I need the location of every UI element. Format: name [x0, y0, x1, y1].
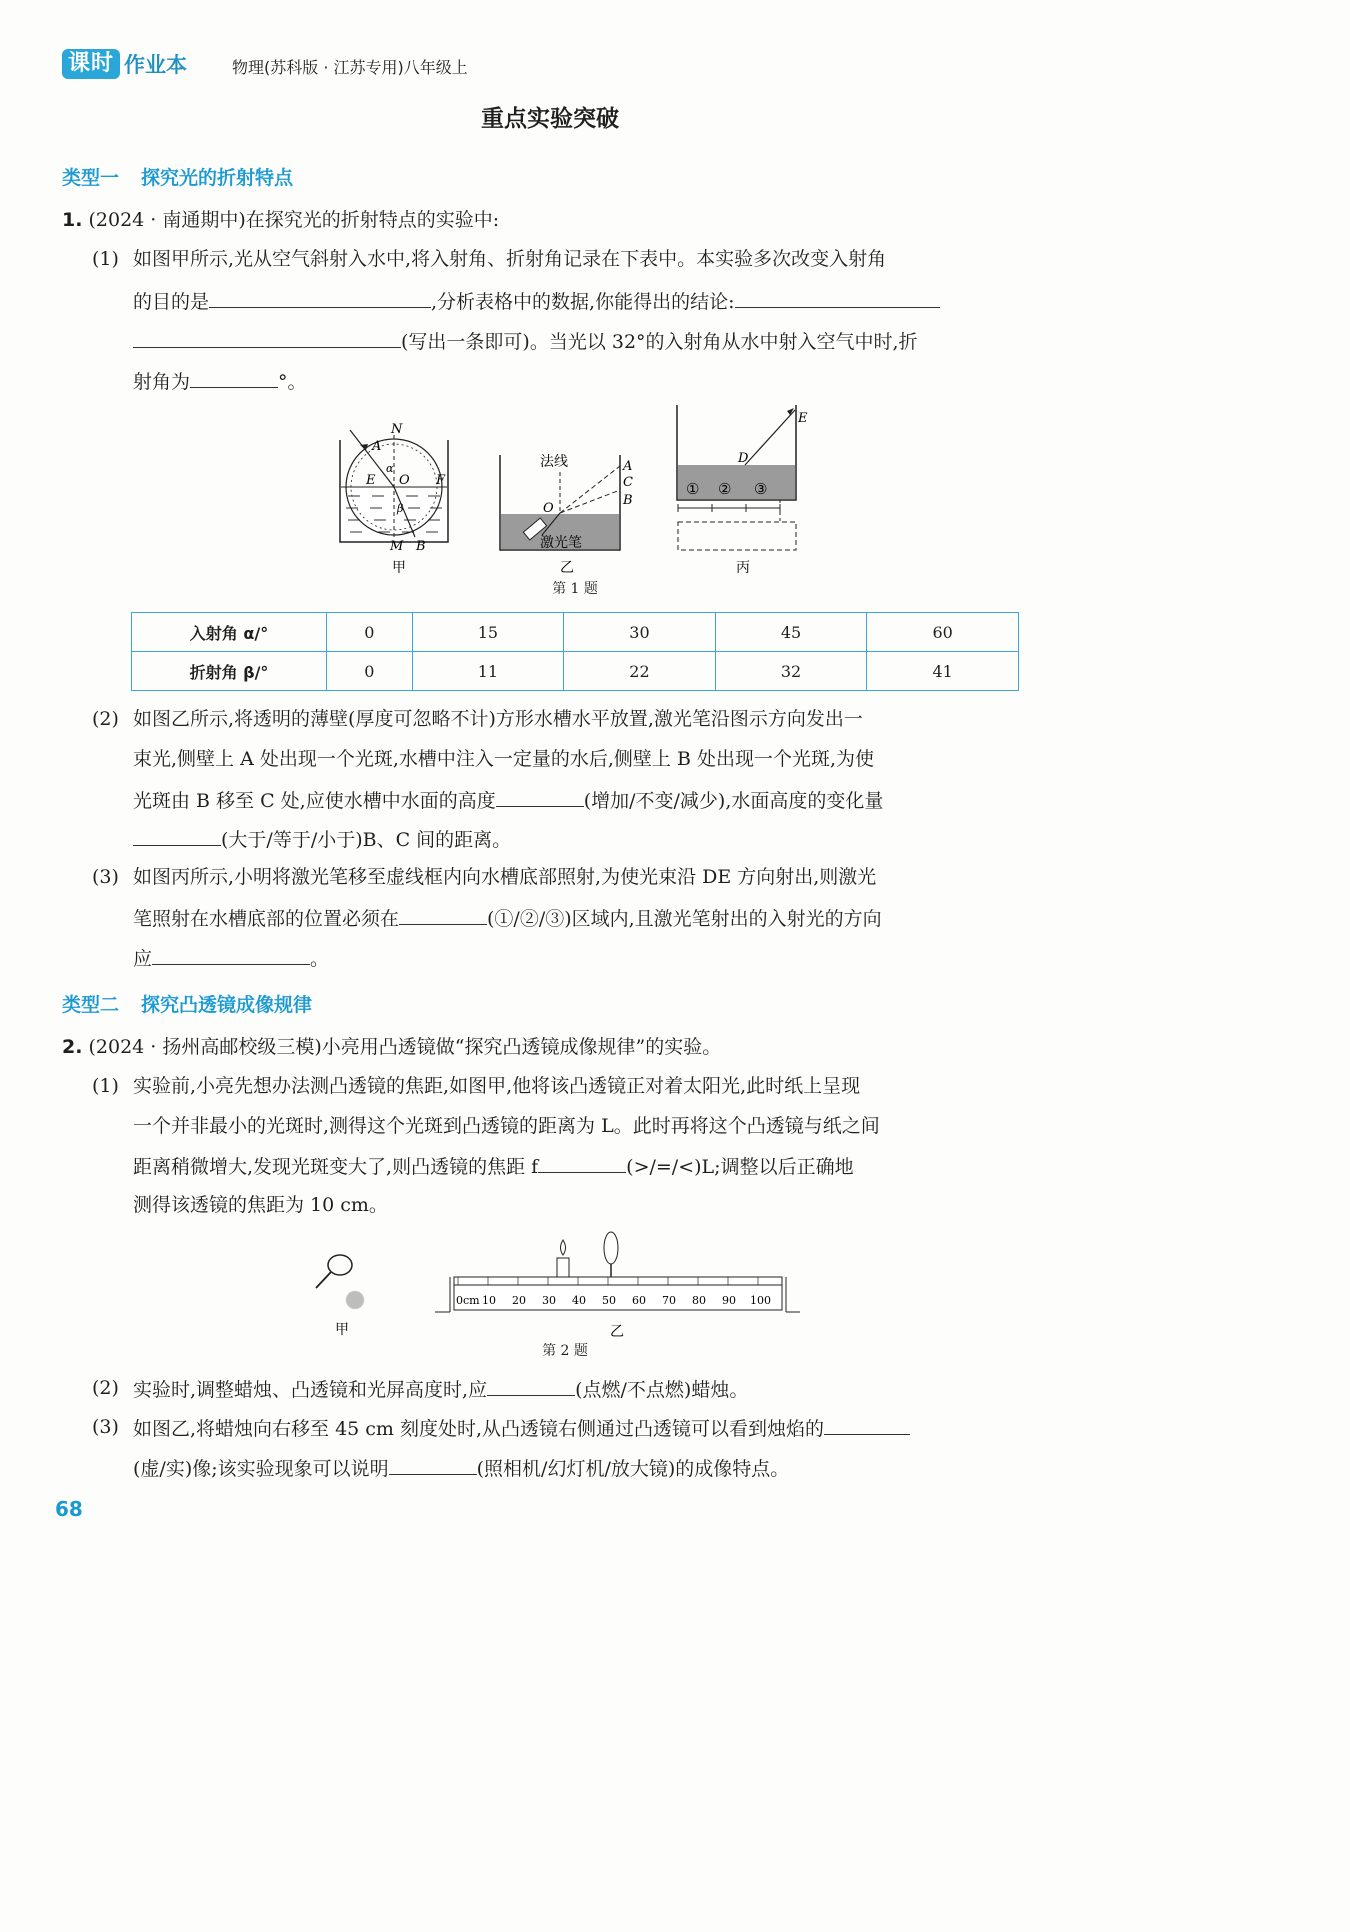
- figure-caption: 第 1 题: [552, 581, 598, 597]
- logo-text: 作业本: [124, 53, 188, 77]
- figure-label-a: 甲: [335, 1322, 349, 1338]
- table-cell: 22: [564, 652, 716, 691]
- text-fragment: 如图乙,将蜡烛向右移至 45 cm 刻度处时,从凸透镜右侧通过凸透镜可以看到烛焰的: [133, 1418, 825, 1440]
- label-D: D: [738, 451, 749, 466]
- label-alpha: α: [386, 462, 394, 475]
- subquestion-number: (1): [92, 1075, 119, 1097]
- ruler-tick-label: 20: [512, 1294, 526, 1307]
- row-header: 入射角 α/°: [132, 613, 327, 652]
- table-cell: 32: [715, 652, 867, 691]
- subquestion-number: (1): [92, 248, 119, 270]
- label-A: A: [372, 439, 382, 454]
- ruler-tick-label: 50: [602, 1294, 616, 1307]
- text-fragment: (照相机/幻灯机/放大镜)的成像特点。: [476, 1458, 790, 1480]
- label-B: B: [416, 539, 426, 554]
- text-line: [133, 327, 1023, 355]
- answer-blank[interactable]: [209, 287, 431, 308]
- page-title: 重点实验突破: [481, 106, 619, 132]
- text-line: 一个并非最小的光斑时,测得这个光斑到凸透镜的距离为 L。此时再将这个凸透镜与纸之间: [133, 1115, 880, 1137]
- answer-blank[interactable]: [824, 1414, 910, 1435]
- figure-label-b: 乙: [610, 1324, 624, 1340]
- ruler-tick-label: 40: [572, 1294, 586, 1307]
- text-fragment: (写出一条即可)。当光以 32°的入射角从水中射入空气中时,折: [401, 331, 918, 353]
- table-cell: 60: [867, 613, 1019, 652]
- label-beta: β: [397, 502, 404, 515]
- text-fragment: 应: [133, 948, 153, 970]
- question-number: 1.: [62, 209, 83, 231]
- figure-label-b: 乙: [560, 560, 574, 576]
- label-O: O: [543, 501, 554, 516]
- label-laser-pen: 激光笔: [540, 535, 582, 551]
- text-line: [133, 367, 1023, 395]
- subquestion-number: (2): [92, 708, 119, 730]
- label-normal: 法线: [540, 454, 568, 470]
- text-fragment: 。: [310, 948, 330, 970]
- text-fragment: 的目的是: [133, 291, 210, 313]
- region-2: ②: [718, 480, 732, 498]
- subquestion-number: (3): [92, 866, 119, 888]
- text-fragment: (大于/等于/小于)B、C 间的距离。: [221, 829, 512, 851]
- ruler-tick-label: 10: [482, 1294, 496, 1307]
- ruler-tick-label: 90: [722, 1294, 736, 1307]
- answer-blank[interactable]: [190, 367, 278, 388]
- table-cell: 45: [715, 613, 867, 652]
- text-fragment: 实验时,调整蜡烛、凸透镜和光屏高度时,应: [133, 1379, 488, 1401]
- answer-blank[interactable]: [133, 327, 401, 348]
- subquestion-number: (2): [92, 1377, 119, 1399]
- figure-label-a: 甲: [392, 560, 406, 576]
- text-line: 束光,侧壁上 A 处出现一个光斑,水槽中注入一定量的水后,侧壁上 B 处出现一个光斑,为使: [133, 748, 875, 770]
- label-B: B: [623, 493, 633, 508]
- text-fragment: 射角为: [133, 371, 191, 393]
- section-heading-2: [62, 990, 312, 1017]
- figure-caption: 第 2 题: [542, 1343, 588, 1359]
- answer-blank[interactable]: [152, 944, 310, 965]
- question-number: 2.: [62, 1036, 83, 1058]
- figure-1a-refraction-protractor: [340, 422, 448, 576]
- brand-logo: [62, 50, 187, 78]
- region-3: ③: [754, 480, 768, 498]
- region-1: ①: [686, 480, 700, 498]
- ruler-tick-label: 80: [692, 1294, 706, 1307]
- label-O: O: [399, 473, 410, 488]
- question-2-intro: [62, 1034, 721, 1060]
- text-fragment: (>/=/<)L;调整以后正确地: [626, 1156, 854, 1178]
- text-fragment: (增加/不变/减少),水面高度的变化量: [583, 790, 884, 812]
- text-fragment: 笔照射在水槽底部的位置必须在: [133, 908, 400, 930]
- section-heading-1: [62, 163, 293, 190]
- figure-1b-water-tank: [500, 453, 633, 576]
- figure-2a-magnifier-sunlight: [316, 1255, 364, 1338]
- ruler-tick-label: 30: [542, 1294, 556, 1307]
- question-1-intro: [62, 207, 499, 233]
- row-header: 折射角 β/°: [132, 652, 327, 691]
- table-cell: 15: [412, 613, 564, 652]
- figure-1: [320, 400, 820, 600]
- text-line: 实验前,小亮先想办法测凸透镜的焦距,如图甲,他将该凸透镜正对着太阳光,此时纸上呈现: [133, 1075, 861, 1097]
- page-number: 68: [55, 1497, 83, 1521]
- text-fragment: (①/②/③)区域内,且激光笔射出的入射光的方向: [487, 908, 882, 930]
- figure-2b-optical-bench: [435, 1232, 800, 1340]
- text-line: [133, 825, 1023, 853]
- answer-blank[interactable]: [399, 904, 487, 925]
- table-cell: 11: [412, 652, 564, 691]
- answer-blank[interactable]: [735, 287, 940, 308]
- ruler-tick-label: 100: [750, 1294, 771, 1307]
- label-N: N: [391, 422, 403, 437]
- figure-1c-tank-regions: [677, 405, 808, 576]
- text-fragment: °。: [278, 371, 307, 393]
- text-line: [133, 1375, 1023, 1403]
- section-name: 探究光的折射特点: [141, 167, 294, 189]
- label-M: M: [390, 539, 404, 554]
- ruler-tick-label: 0cm: [456, 1294, 480, 1307]
- text-fragment: (虚/实)像;该实验现象可以说明: [133, 1458, 389, 1480]
- text-fragment: (点燃/不点燃)蜡烛。: [575, 1379, 749, 1401]
- text-line: [133, 287, 1023, 315]
- text-line: 如图乙所示,将透明的薄壁(厚度可忽略不计)方形水槽水平放置,激光笔沿图示方向发出一: [133, 708, 863, 730]
- text-fragment: 光斑由 B 移至 C 处,应使水槽中水面的高度: [133, 790, 496, 812]
- table-row: [132, 613, 1019, 652]
- text-line: [133, 1414, 1023, 1442]
- logo-box: 课时: [62, 49, 120, 79]
- question-text: (2024 · 南通期中)在探究光的折射特点的实验中:: [88, 209, 500, 231]
- data-table: [131, 612, 1019, 691]
- answer-blank[interactable]: [538, 1152, 626, 1173]
- ruler-tick-label: 60: [632, 1294, 646, 1307]
- text-line: 测得该透镜的焦距为 10 cm。: [133, 1194, 388, 1216]
- text-line: [133, 1454, 1023, 1482]
- text-line: [133, 786, 1023, 814]
- text-line: [133, 944, 1023, 972]
- table-cell: 30: [564, 613, 716, 652]
- book-subtitle: 物理(苏科版 · 江苏专用)八年级上: [232, 58, 468, 77]
- table-row: [132, 652, 1019, 691]
- text-fragment: ,分析表格中的数据,你能得出的结论:: [431, 291, 735, 313]
- text-fragment: 距离稍微增大,发现光斑变大了,则凸透镜的焦距 f: [133, 1156, 539, 1178]
- question-text: (2024 · 扬州高邮校级三模)小亮用凸透镜做“探究凸透镜成像规律”的实验。: [88, 1036, 722, 1058]
- ruler-tick-label: 70: [662, 1294, 676, 1307]
- answer-blank[interactable]: [389, 1454, 477, 1475]
- section-label: 类型二: [62, 994, 120, 1016]
- label-E: E: [366, 473, 376, 488]
- answer-blank[interactable]: [487, 1375, 575, 1396]
- answer-blank[interactable]: [133, 825, 221, 846]
- table-cell: 0: [327, 613, 413, 652]
- text-line: [133, 1152, 1023, 1180]
- table-cell: 0: [327, 652, 413, 691]
- answer-blank[interactable]: [496, 786, 584, 807]
- text-line: 如图甲所示,光从空气斜射入水中,将入射角、折射角记录在下表中。本实验多次改变入射角: [133, 248, 887, 270]
- section-name: 探究凸透镜成像规律: [141, 994, 313, 1016]
- table-cell: 41: [867, 652, 1019, 691]
- section-label: 类型一: [62, 167, 120, 189]
- text-line: [133, 904, 1023, 932]
- text-line: 如图丙所示,小明将激光笔移至虚线框内向水槽底部照射,为使光束沿 DE 方向射出,则激光: [133, 866, 877, 888]
- figure-label-c: 丙: [736, 560, 750, 576]
- figure-2: [300, 1230, 820, 1340]
- label-A: A: [623, 459, 633, 474]
- label-E: E: [798, 411, 808, 426]
- subquestion-number: (3): [92, 1416, 119, 1438]
- label-C: C: [623, 475, 633, 490]
- label-F: F: [436, 473, 446, 488]
